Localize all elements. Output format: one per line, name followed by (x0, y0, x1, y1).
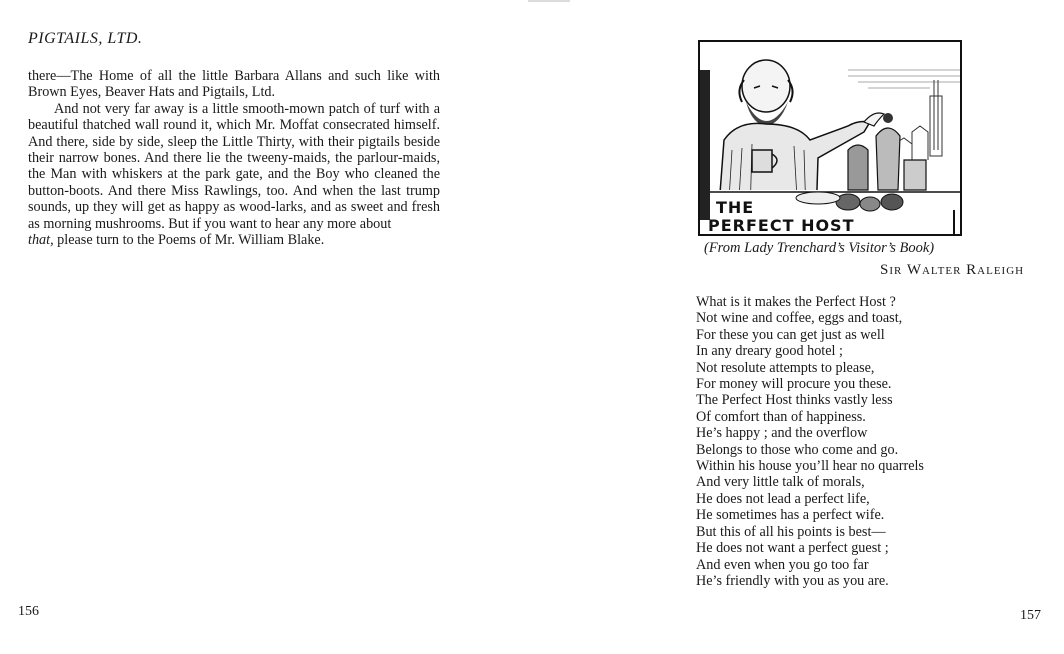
poem-line: Not wine and coffee, eggs and toast, (696, 310, 903, 327)
poem-line: He does not want a perfect guest ; (696, 540, 889, 557)
poem-line: And very little talk of morals, (696, 474, 865, 491)
poem-line: What is it makes the Perfect Host ? (696, 294, 896, 310)
poem-line: And even when you go too far (696, 556, 869, 573)
paragraph-1: there—The Home of all the little Barbara Allans and such like with Brown Eyes, Beaver Hats and Pigtails, Ltd. (28, 68, 440, 101)
running-head: PIGTAILS, LTD. (28, 30, 143, 47)
illustration-title-line2: PERFECT HOST (708, 216, 855, 235)
poem-line: Belongs to those who come and go. (696, 441, 899, 458)
subtitle: (From Lady Trenchard’s Visitor’s Book) (704, 240, 935, 256)
poem-line: He’s happy ; and the overflow (696, 425, 868, 442)
illustration-title-line1: THE (716, 198, 755, 217)
poem-line: He’s friendly with you as you are. (696, 572, 889, 589)
poem-line: The Perfect Host thinks vastly less (696, 392, 893, 409)
prose-body (28, 68, 440, 248)
paragraph-2-text: And not very far away is a little smooth-mown patch of turf with a beautiful thatched wall round it, which Mr. Moffat consecrated himself. And there, side by side, sleep the Little Thirty, with their pigtails beside their narrow bones. And there lie the tweeny-maids, the parlour-maids, the Man with whiskers at the park gate, and the Boy who cleaned the button-boots. And there Miss Rawlings, too. And when the last trump sounds, up they will get as happy as wood-larks, and as sweet and fresh as morning mushrooms. But if you want to hear any more about (28, 100, 440, 232)
author-name: Sir Walter Raleigh (880, 262, 1025, 278)
author (880, 262, 1024, 279)
poem-line: Not resolute attempts to please, (696, 359, 875, 376)
poem (696, 294, 996, 589)
poem-line: He does not lead a perfect life, (696, 490, 870, 507)
poem-line: For money will procure you these. (696, 376, 892, 393)
poem-line: In any dreary good hotel ; (696, 343, 843, 360)
poem-line: Within his house you’ll hear no quarrels (696, 458, 924, 475)
poem-line: But this of all his points is best— (696, 523, 886, 540)
paragraph-2 (28, 101, 440, 249)
right-page (532, 0, 1064, 654)
poem-line: Of comfort than of happiness. (696, 408, 866, 425)
italic-word: that, (28, 232, 54, 249)
page-number-left: 156 (18, 604, 39, 619)
paragraph-2-end: please turn to the Poems of Mr. William Blake. (53, 232, 325, 249)
poem-line: For these you can get just as well (696, 326, 885, 343)
poem-line: He sometimes has a perfect wife. (696, 507, 885, 524)
page-number-right: 157 (1020, 608, 1041, 623)
